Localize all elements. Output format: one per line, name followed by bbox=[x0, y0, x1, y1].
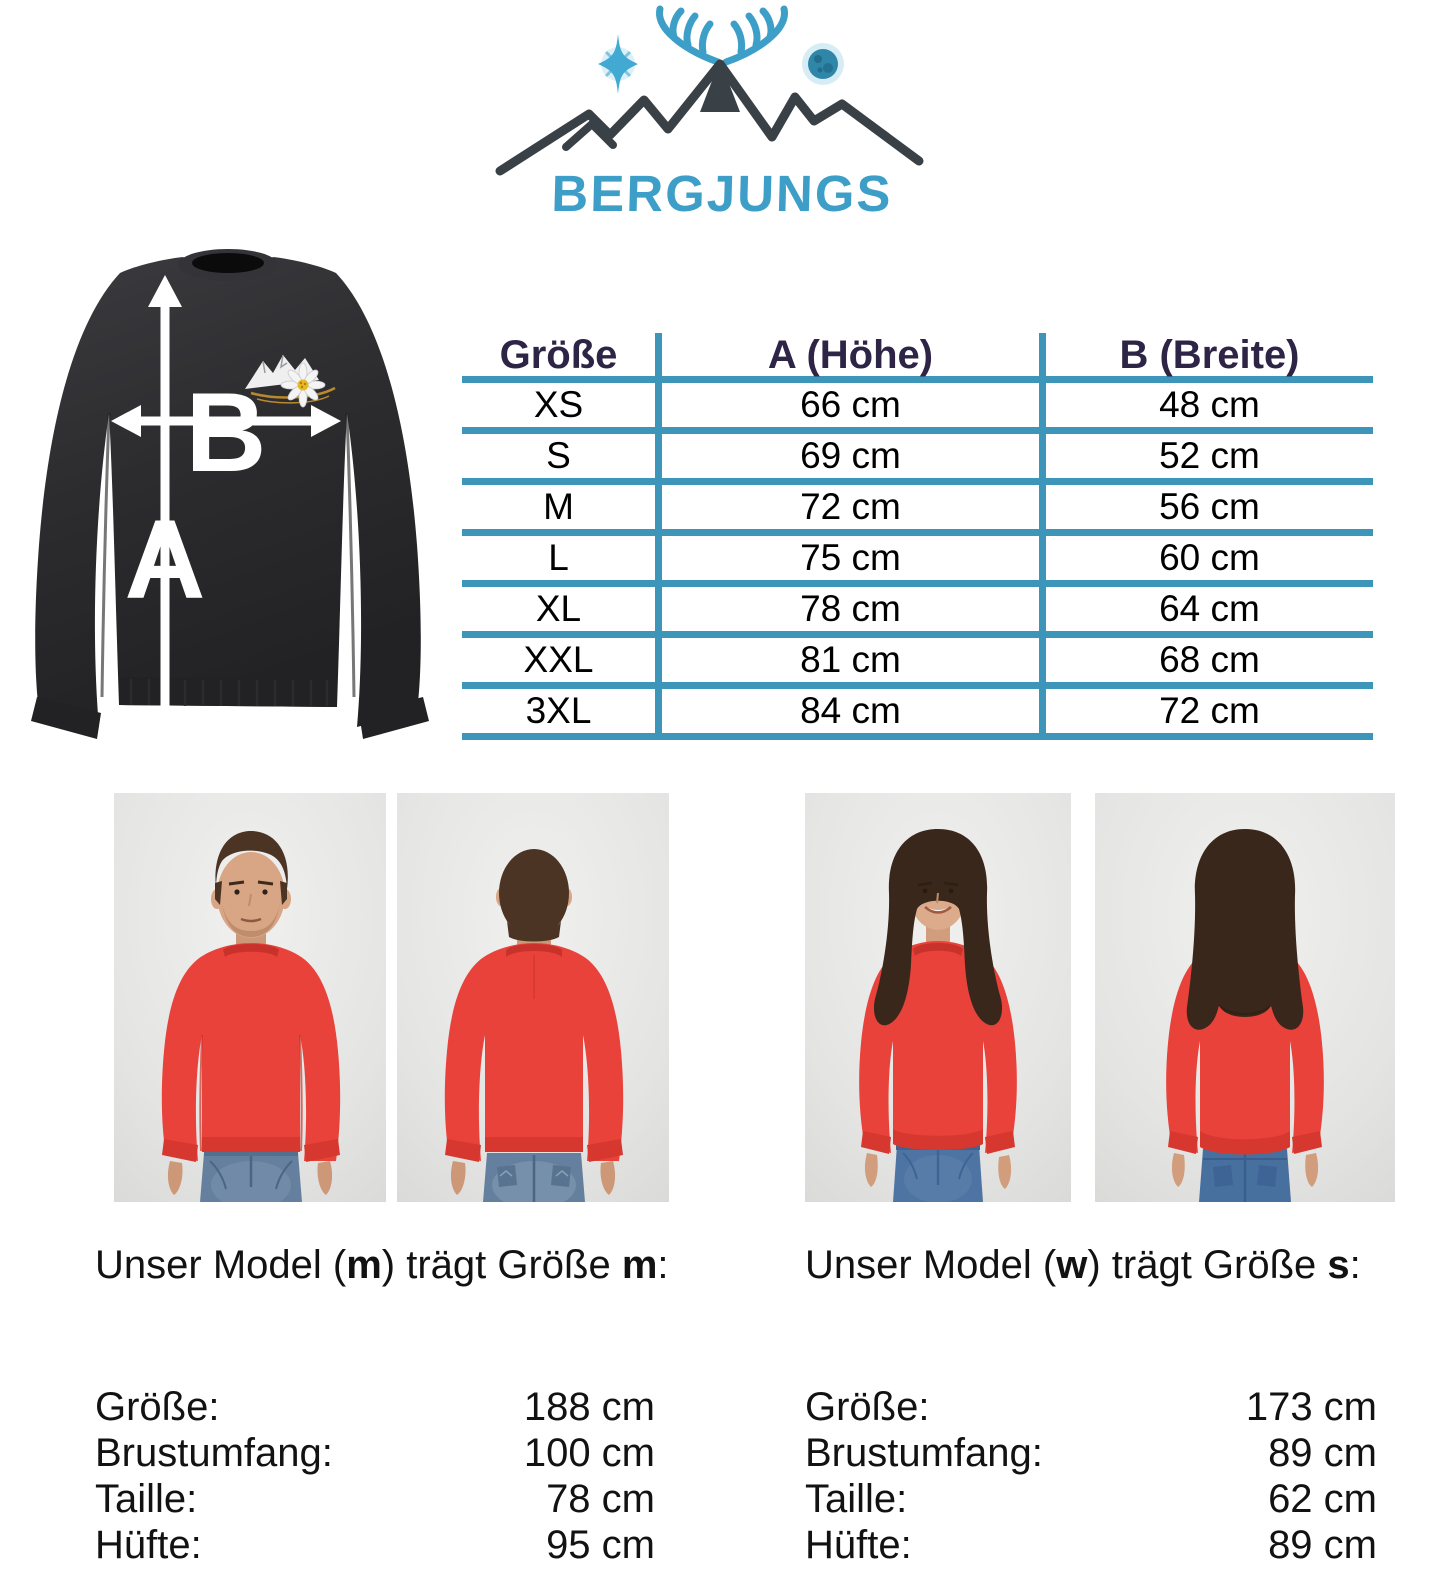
measurement-label: Taille: bbox=[805, 1477, 908, 1521]
measurement-value: 78 cm bbox=[546, 1477, 655, 1521]
height-label: A bbox=[124, 497, 206, 622]
size-table bbox=[462, 333, 1373, 740]
cell-height: 84 cm bbox=[655, 689, 1039, 733]
cell-width: 48 cm bbox=[1039, 383, 1373, 427]
cell-width: 52 cm bbox=[1039, 434, 1373, 478]
antlers-icon bbox=[659, 9, 784, 62]
cell-width: 56 cm bbox=[1039, 485, 1373, 529]
measurement-value: 89 cm bbox=[1268, 1523, 1377, 1567]
female-model-intro bbox=[805, 1243, 1361, 1288]
measurement-value: 89 cm bbox=[1268, 1431, 1377, 1475]
cell-height: 72 cm bbox=[655, 485, 1039, 529]
measurement-label: Brustumfang: bbox=[95, 1431, 333, 1475]
brand-logo-graphic bbox=[482, 4, 962, 182]
intro-suffix: : bbox=[1349, 1243, 1361, 1287]
header-height: A (Höhe) bbox=[655, 333, 1039, 378]
size-table-header-row bbox=[462, 333, 1373, 383]
measurement-value: 188 cm bbox=[523, 1385, 655, 1429]
header-width: B (Breite) bbox=[1039, 333, 1373, 378]
intro-middle: ) trägt Größe bbox=[381, 1243, 622, 1287]
photo-model-male-front bbox=[114, 793, 386, 1202]
male-model-intro bbox=[95, 1243, 669, 1288]
measurement-row bbox=[95, 1384, 655, 1430]
male-model-measurements bbox=[95, 1384, 655, 1568]
intro-size: m bbox=[621, 1243, 658, 1287]
photo-model-male-back bbox=[397, 793, 669, 1202]
measurement-value: 62 cm bbox=[1268, 1477, 1377, 1521]
sweatshirt-measure-diagram bbox=[15, 245, 445, 750]
cell-width: 68 cm bbox=[1039, 638, 1373, 682]
brand-logo bbox=[482, 4, 962, 236]
cell-height: 81 cm bbox=[655, 638, 1039, 682]
intro-gender: w bbox=[1056, 1243, 1088, 1287]
photo-model-female-back bbox=[1095, 793, 1395, 1202]
measurement-label: Hüfte: bbox=[805, 1523, 912, 1567]
header-size: Größe bbox=[499, 333, 618, 377]
star-icon bbox=[598, 34, 638, 94]
measurement-value: 95 cm bbox=[546, 1523, 655, 1567]
measurement-label: Größe: bbox=[95, 1385, 220, 1429]
size-table-row bbox=[462, 383, 1373, 434]
cell-size: XS bbox=[533, 384, 584, 425]
measurement-label: Größe: bbox=[805, 1385, 930, 1429]
cell-size: S bbox=[546, 435, 571, 476]
measurement-row bbox=[805, 1522, 1377, 1568]
size-table-row bbox=[462, 587, 1373, 638]
size-table-row bbox=[462, 434, 1373, 485]
measurement-label: Brustumfang: bbox=[805, 1431, 1043, 1475]
measurement-label: Hüfte: bbox=[95, 1523, 202, 1567]
cell-width: 64 cm bbox=[1039, 587, 1373, 631]
measurement-label: Taille: bbox=[95, 1477, 198, 1521]
cell-size: M bbox=[543, 486, 574, 527]
cell-size: L bbox=[548, 537, 569, 578]
moon-icon bbox=[802, 43, 844, 85]
cell-width: 72 cm bbox=[1039, 689, 1373, 733]
cell-height: 69 cm bbox=[655, 434, 1039, 478]
size-table-row bbox=[462, 689, 1373, 740]
female-model-measurements bbox=[805, 1384, 1377, 1568]
photo-model-female-front bbox=[805, 793, 1071, 1202]
measurement-row bbox=[805, 1430, 1377, 1476]
cell-height: 78 cm bbox=[655, 587, 1039, 631]
measurement-value: 100 cm bbox=[523, 1431, 655, 1475]
size-table-row bbox=[462, 485, 1373, 536]
intro-prefix: Unser Model ( bbox=[805, 1243, 1057, 1287]
cell-width: 60 cm bbox=[1039, 536, 1373, 580]
measurement-row bbox=[805, 1476, 1377, 1522]
intro-size: s bbox=[1327, 1243, 1350, 1287]
intro-prefix: Unser Model ( bbox=[95, 1243, 347, 1287]
size-table-row bbox=[462, 536, 1373, 587]
mountains-icon bbox=[500, 60, 919, 171]
size-table-row bbox=[462, 638, 1373, 689]
cell-size: 3XL bbox=[525, 690, 592, 731]
measurement-row bbox=[805, 1384, 1377, 1430]
cell-height: 75 cm bbox=[655, 536, 1039, 580]
measurement-row bbox=[95, 1476, 655, 1522]
intro-suffix: : bbox=[657, 1243, 669, 1287]
measurement-row bbox=[95, 1522, 655, 1568]
measurement-row bbox=[95, 1430, 655, 1476]
cell-height: 66 cm bbox=[655, 383, 1039, 427]
width-label: B bbox=[185, 370, 267, 495]
measurement-value: 173 cm bbox=[1245, 1385, 1377, 1429]
intro-middle: ) trägt Größe bbox=[1087, 1243, 1328, 1287]
intro-gender: m bbox=[346, 1243, 382, 1287]
cell-size: XL bbox=[535, 588, 582, 629]
cell-size: XXL bbox=[523, 639, 594, 680]
brand-wordmark: BERGJUNGS bbox=[550, 165, 894, 222]
